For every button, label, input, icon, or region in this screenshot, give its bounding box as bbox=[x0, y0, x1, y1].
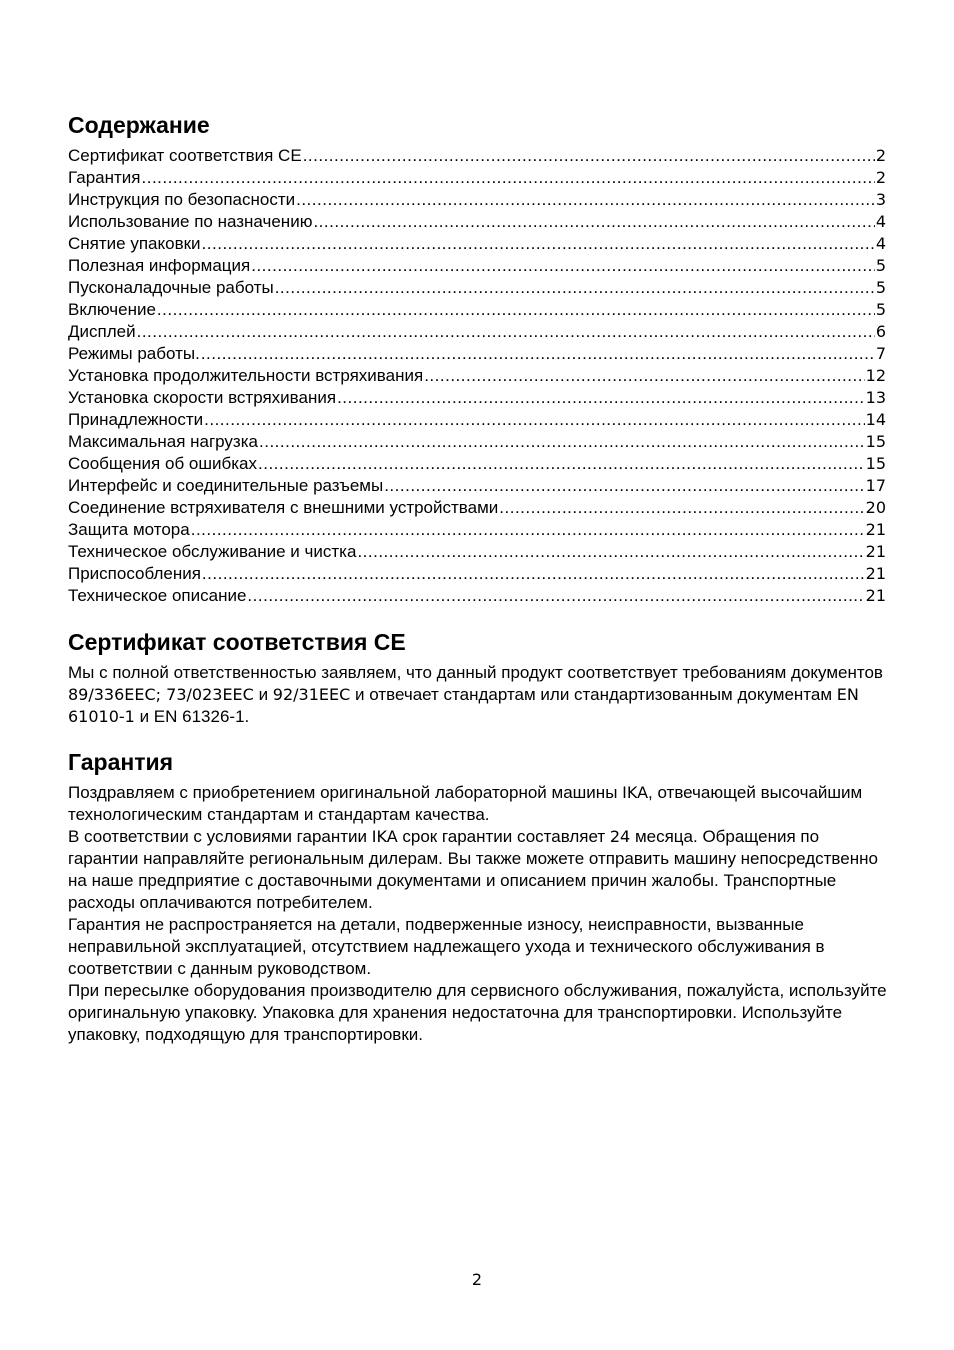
toc-leader-dots bbox=[202, 233, 875, 255]
toc-entry-page: 6 bbox=[875, 322, 886, 341]
toc-entry-title: Сертификат соответствия СЕ bbox=[68, 146, 302, 165]
toc-entry[interactable] bbox=[68, 255, 886, 277]
toc-entry-title: Принадлежности bbox=[68, 410, 204, 429]
toc-entry-title: Техническое обслуживание и чистка bbox=[68, 542, 357, 561]
warranty-paragraph bbox=[68, 826, 888, 914]
toc-entry-page: 5 bbox=[875, 278, 886, 297]
toc-entry-title: Использование по назначению bbox=[68, 212, 313, 231]
toc-entry-page: 17 bbox=[865, 476, 886, 495]
ce-paragraph bbox=[68, 662, 886, 728]
toc-leader-dots bbox=[204, 409, 865, 431]
toc-leader-dots bbox=[303, 145, 875, 167]
toc-leader-dots bbox=[296, 189, 875, 211]
toc-entry[interactable] bbox=[68, 277, 886, 299]
warranty-heading: Гарантия bbox=[68, 749, 174, 775]
page-number: 2 bbox=[471, 1270, 483, 1289]
toc-entry[interactable] bbox=[68, 497, 886, 519]
brand-name: IKA bbox=[371, 827, 398, 846]
toc-entry[interactable] bbox=[68, 409, 886, 431]
toc-leader-dots bbox=[247, 585, 864, 607]
toc-leader-dots bbox=[499, 497, 864, 519]
toc-entry-title: Гарантия bbox=[68, 168, 141, 187]
toc-entry-title: Полезная информация bbox=[68, 256, 251, 275]
toc-entry[interactable] bbox=[68, 519, 886, 541]
toc-entry[interactable] bbox=[68, 541, 886, 563]
toc-entry-page: 2 bbox=[875, 168, 886, 187]
toc-entry-title: Приспособления bbox=[68, 564, 201, 583]
toc-entry-page: 4 bbox=[875, 212, 886, 231]
toc-entry[interactable] bbox=[68, 563, 886, 585]
toc-entry-page: 2 bbox=[875, 146, 886, 165]
toc-entry-title: Инструкция по безопасности bbox=[68, 190, 296, 209]
toc-leader-dots bbox=[191, 519, 865, 541]
ce-certificate-text bbox=[68, 662, 886, 728]
warranty-text-part: срок гарантии составляет bbox=[397, 827, 610, 846]
toc-entry-title: Интерфейс и соединительные разъемы bbox=[68, 476, 384, 495]
toc-entry-title: Максимальная нагрузка bbox=[68, 432, 258, 451]
toc-entry[interactable] bbox=[68, 585, 886, 607]
toc-entry-title: Установка продолжительности встряхивания bbox=[68, 366, 424, 385]
toc-heading: Содержание bbox=[68, 112, 210, 138]
warranty-paragraph: Гарантия не распространяется на детали, подверженные износу, неисправности, вызванные неправильной эксплуатацией, отсутствием надлежащего ухода и технического обслуживания в соответствии с данным руководством. bbox=[68, 915, 825, 978]
toc-entry[interactable] bbox=[68, 475, 886, 497]
toc-leader-dots bbox=[275, 277, 875, 299]
toc-entry-title: Соединение встряхивателя с внешними устройствами bbox=[68, 498, 499, 517]
toc-entry-title: Установка скорости встряхивания bbox=[68, 388, 337, 407]
warranty-text bbox=[68, 782, 888, 1046]
toc-entry[interactable] bbox=[68, 453, 886, 475]
ce-text-part: Мы с полной ответственностью заявляем, что данный продукт соответствует требованиям документов bbox=[68, 663, 883, 682]
toc-entry-page: 14 bbox=[865, 410, 886, 429]
toc-entry[interactable] bbox=[68, 299, 886, 321]
toc-entry[interactable] bbox=[68, 233, 886, 255]
toc-entry[interactable] bbox=[68, 343, 886, 365]
toc-leader-dots bbox=[337, 387, 865, 409]
ce-text-part: и EN 61326-1. bbox=[134, 707, 250, 726]
ce-directive-ref: 89/336EEC; 73/023EEC bbox=[68, 685, 254, 704]
toc-entry-title: Включение bbox=[68, 300, 156, 319]
warranty-text-part: , отвечающей высочайшим технологическим стандартам и стандартам качества. bbox=[68, 783, 863, 824]
toc-entry-page: 13 bbox=[865, 388, 886, 407]
toc-leader-dots bbox=[251, 255, 875, 277]
toc-entry-page: 15 bbox=[865, 454, 886, 473]
warranty-text-part: В соответствии с условиями гарантии bbox=[68, 827, 372, 846]
toc-entry[interactable] bbox=[68, 321, 886, 343]
toc-entry-page: 3 bbox=[875, 190, 886, 209]
toc-entry-title: Сообщения об ошибках bbox=[68, 454, 257, 473]
toc-leader-dots bbox=[137, 321, 875, 343]
toc-entry[interactable] bbox=[68, 365, 886, 387]
warranty-text-part: Поздравляем с приобретением оригинальной лабораторной машины bbox=[68, 783, 623, 802]
toc-entry-page: 20 bbox=[865, 498, 886, 517]
warranty-paragraph: При пересылке оборудования производителю для сервисного обслуживания, пожалуйста, используйте оригинальную упаковку. Упаковка для хранения недостаточна для транспортировки. Используйте упаковку, подходящую для транспортировки. bbox=[68, 981, 887, 1044]
toc-entry-title: Техническое описание bbox=[68, 586, 247, 605]
ce-directive-ref: 92/31EEC bbox=[272, 685, 351, 704]
ce-certificate-heading: Сертификат соответствия СЕ bbox=[68, 629, 406, 655]
toc-entry[interactable] bbox=[68, 387, 886, 409]
toc-leader-dots bbox=[258, 453, 865, 475]
toc-entry-title: Дисплей bbox=[68, 322, 136, 341]
toc-entry-page: 21 bbox=[865, 564, 886, 583]
toc-leader-dots bbox=[157, 299, 875, 321]
toc-leader-dots bbox=[259, 431, 865, 453]
toc-entry[interactable] bbox=[68, 431, 886, 453]
toc-entry-page: 7 bbox=[875, 344, 886, 363]
warranty-paragraph bbox=[68, 782, 888, 826]
toc-entry[interactable] bbox=[68, 189, 886, 211]
ce-standard-ref: EN 61010-1 bbox=[68, 685, 859, 726]
toc-entry[interactable] bbox=[68, 145, 886, 167]
toc-entry-page: 5 bbox=[875, 300, 886, 319]
ce-text-part: и отвечает стандартам или стандартизованным документам bbox=[350, 685, 837, 704]
toc-leader-dots bbox=[201, 343, 875, 365]
toc-entry-title: Снятие упаковки bbox=[68, 234, 201, 253]
toc-entry-title: Защита мотора bbox=[68, 520, 190, 539]
warranty-text-part: месяца. Обращения по гарантии направляйте региональным дилерам. Вы также можете отправить машину непосредственно на наше предприятие с доставочными документами и описанием причин жалобы. Транспортные расходы оплачиваются потребителем. bbox=[68, 827, 878, 912]
ce-text-part: и bbox=[253, 685, 273, 704]
toc-entry-page: 21 bbox=[865, 542, 886, 561]
toc-entry-page: 21 bbox=[865, 520, 886, 539]
toc-leader-dots bbox=[142, 167, 875, 189]
toc-leader-dots bbox=[202, 563, 865, 585]
toc-leader-dots bbox=[384, 475, 864, 497]
table-of-contents bbox=[68, 145, 886, 607]
toc-leader-dots bbox=[313, 211, 874, 233]
toc-leader-dots bbox=[357, 541, 864, 563]
toc-leader-dots bbox=[424, 365, 864, 387]
toc-entry[interactable] bbox=[68, 211, 886, 233]
toc-entry-title: Режимы работы. bbox=[68, 344, 200, 363]
toc-entry-title: Пусконаладочные работы bbox=[68, 278, 274, 297]
toc-entry-page: 21 bbox=[865, 586, 886, 605]
toc-entry-page: 5 bbox=[875, 256, 886, 275]
toc-entry-page: 12 bbox=[865, 366, 886, 385]
warranty-months: 24 bbox=[609, 827, 631, 846]
toc-entry[interactable] bbox=[68, 167, 886, 189]
toc-entry-page: 4 bbox=[875, 234, 886, 253]
toc-entry-page: 15 bbox=[865, 432, 886, 451]
brand-name: IKA bbox=[622, 783, 649, 802]
